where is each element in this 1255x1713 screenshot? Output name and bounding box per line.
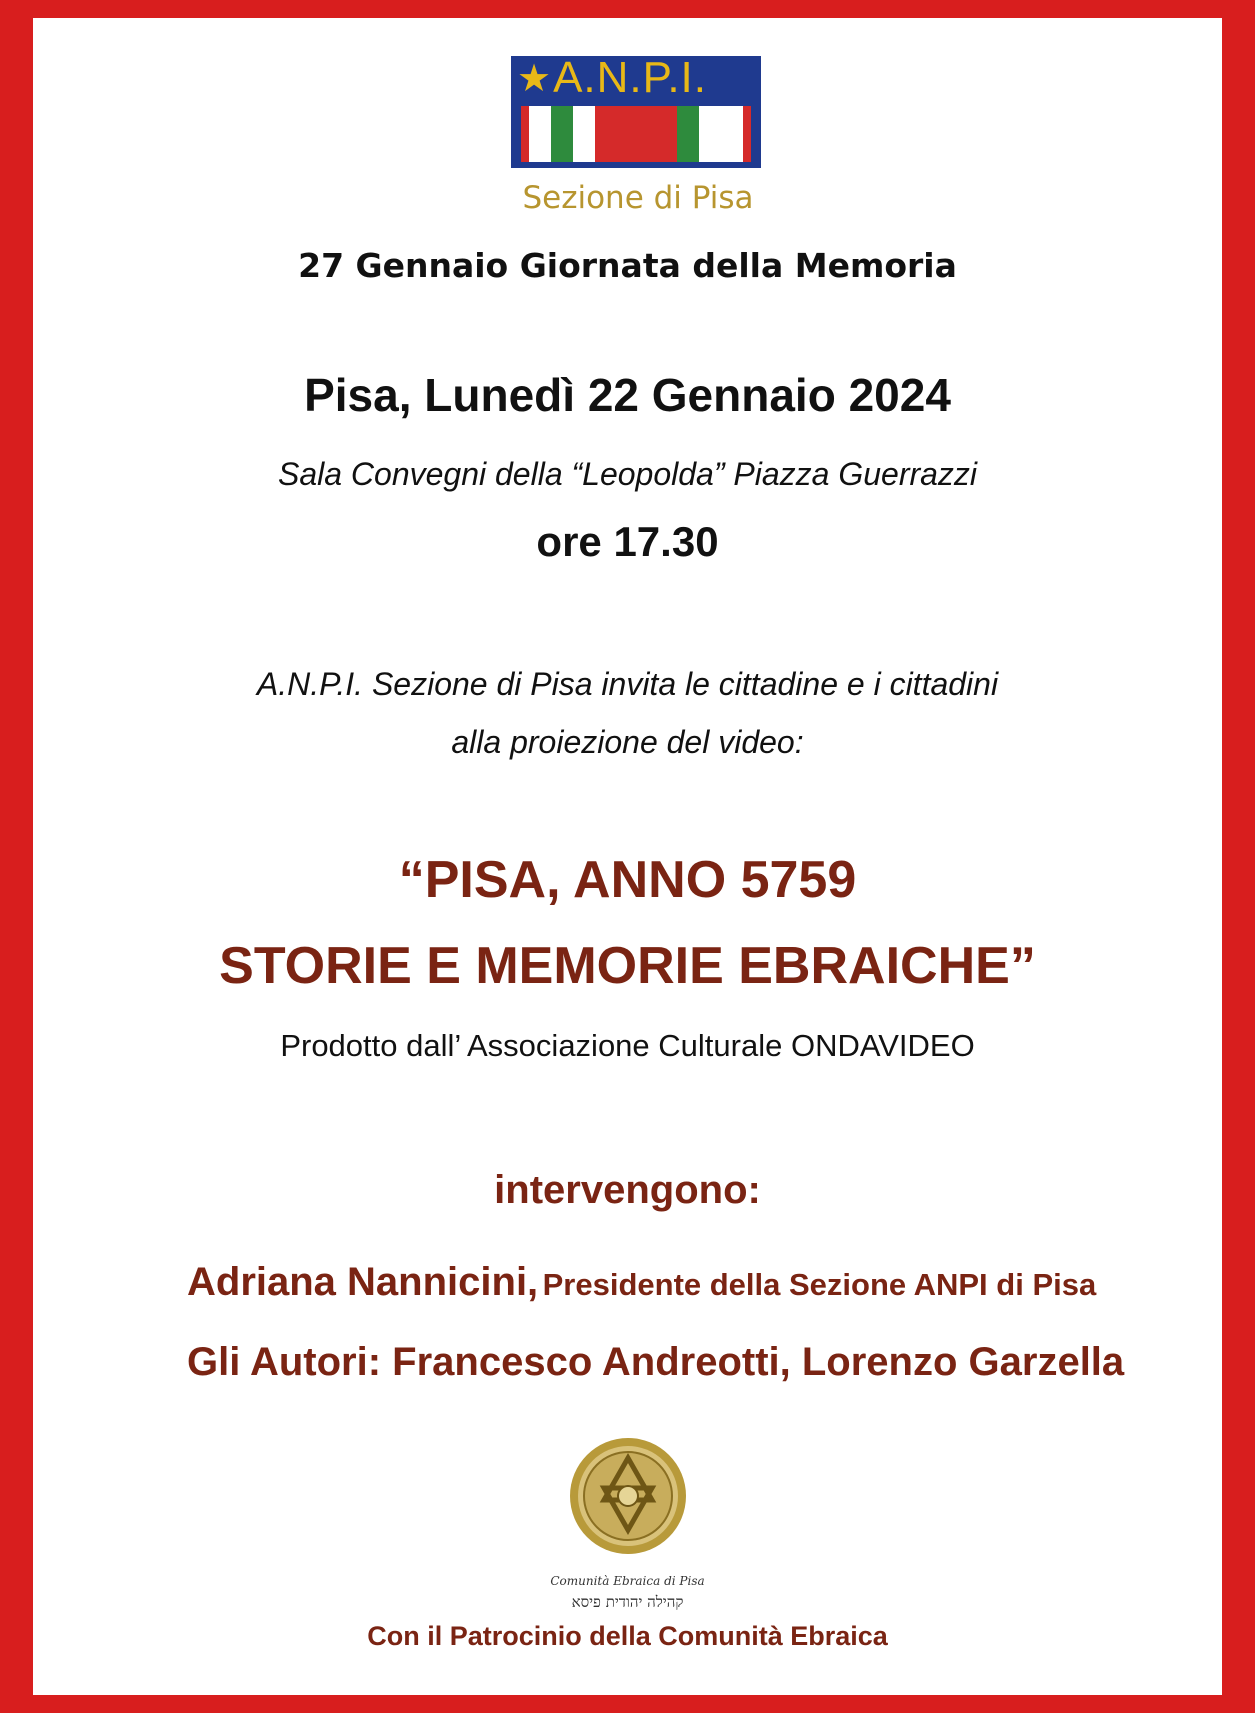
- logo-header: [511, 53, 761, 102]
- film-title-line-1: “PISA, ANNO 5759: [398, 851, 857, 909]
- seal-org-hebrew: קהילה יהודית פיסא: [571, 1593, 684, 1611]
- event-date: Pisa, Lunedì 22 Gennaio 2024: [304, 369, 951, 421]
- speaker-1: [187, 1260, 1096, 1305]
- anpi-logo: [503, 53, 773, 226]
- logo-letters: A.N.P.I.: [553, 53, 707, 102]
- flag-stripe-white: [529, 106, 551, 162]
- flag-stripe-green: [551, 106, 573, 162]
- flag-stripe-green: [677, 106, 699, 162]
- occasion-heading: 27 Gennaio Giornata della Memoria: [298, 246, 957, 285]
- flag-stripe-white: [721, 106, 743, 162]
- speakers-label: intervengono:: [494, 1168, 761, 1212]
- invitation-line-2: alla proiezione del video:: [451, 724, 804, 760]
- invitation-line-1: A.N.P.I. Sezione di Pisa invita le cittadine e i cittadini: [256, 666, 999, 702]
- film-producer: Prodotto dall’ Associazione Culturale ONDAVIDEO: [280, 1028, 975, 1063]
- poster-content: [33, 18, 1222, 1695]
- speaker-2: Gli Autori: Francesco Andreotti, Lorenzo Garzella: [187, 1340, 1125, 1384]
- star-icon: ★: [517, 56, 552, 100]
- speaker-1-role: Presidente della Sezione ANPI di Pisa: [542, 1267, 1097, 1302]
- patronage-note: Con il Patrocinio della Comunità Ebraica: [367, 1621, 888, 1651]
- flag-stripe-white: [573, 106, 595, 162]
- logo-flag-band: [521, 106, 751, 162]
- logo-box: [511, 53, 761, 168]
- logo-subtitle: Sezione di Pisa: [522, 180, 754, 216]
- star-of-david-seal-icon: [568, 1436, 688, 1556]
- speaker-1-name: Adriana Nannicini,: [187, 1260, 539, 1304]
- film-title-line-2: STORIE E MEMORIE EBRAICHE”: [219, 937, 1036, 995]
- seal-org-italian: Comunità Ebraica di Pisa: [550, 1574, 705, 1588]
- event-time: ore 17.30: [536, 518, 719, 565]
- flag-stripe-white: [699, 106, 721, 162]
- event-venue: Sala Convegni della “Leopolda” Piazza Guerrazzi: [277, 456, 978, 492]
